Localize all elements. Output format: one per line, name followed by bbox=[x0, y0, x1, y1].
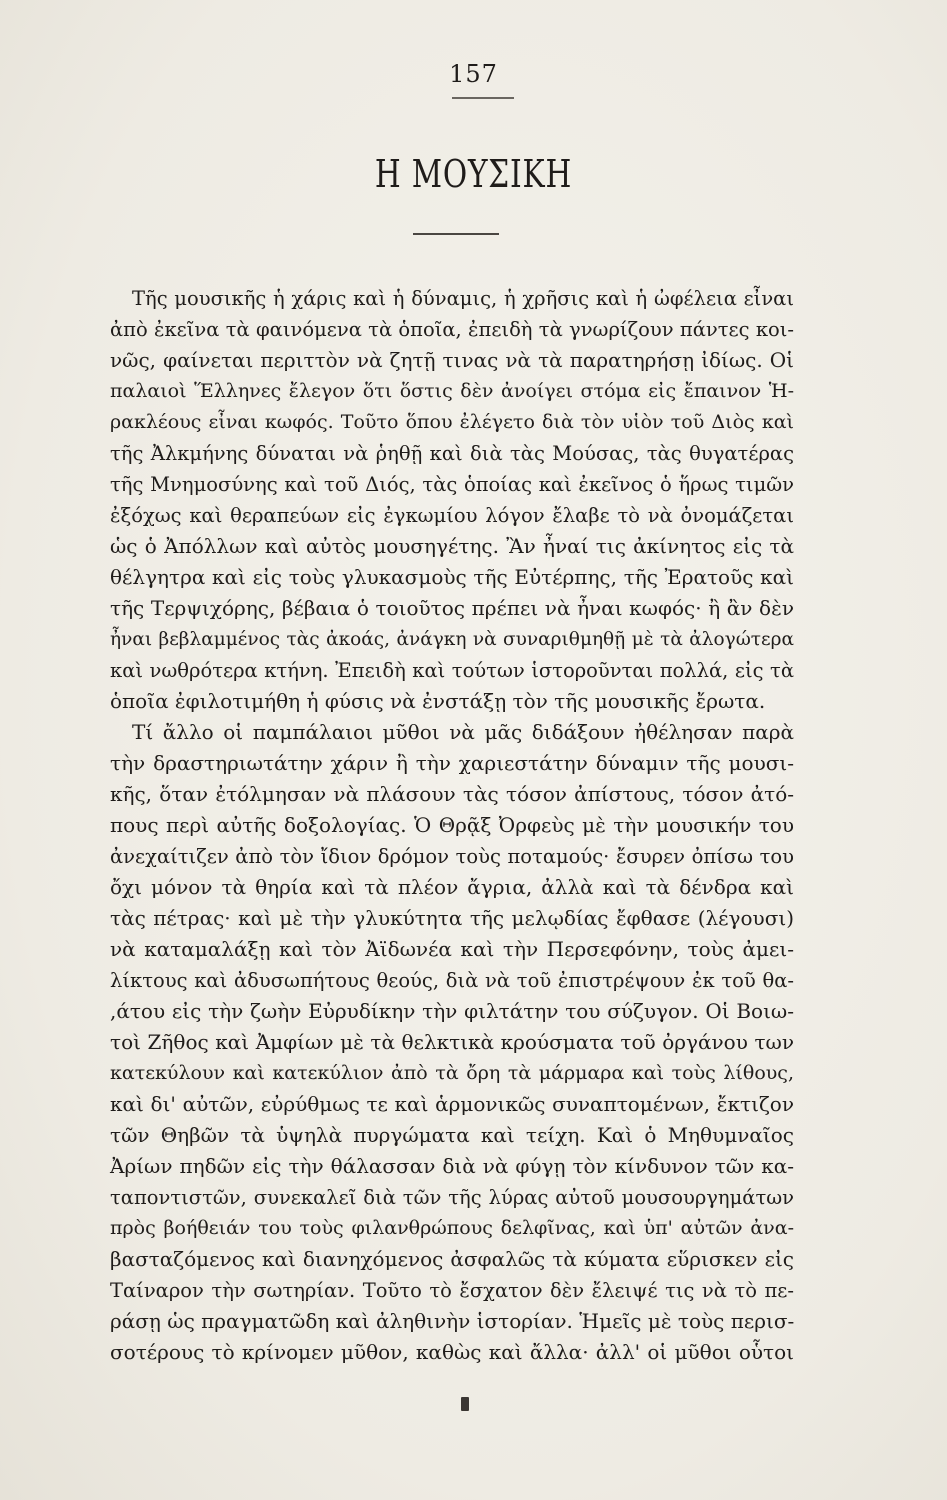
text-line: τῆς Μνημοσύνης καὶ τοῦ Διός, τὰς ὁποίας καὶ ἐκεῖνος ὁ ἥρως τιμῶν bbox=[110, 473, 794, 496]
text-line: βασταζόμενος καὶ διανηχόμενος ἀσφαλῶς τὰ κύματα εὕρισκεν εἰς bbox=[110, 1247, 794, 1271]
text-line: Ταίναρον τὴν σωτηρίαν. Τοῦτο τὸ ἔσχατον δὲν ἔλειψέ τις νὰ τὸ πε- bbox=[110, 1279, 794, 1302]
text-line: τῆς Τερψιχόρης, βέβαια ὁ τοιοῦτος πρέπει νὰ ἦναι κωφός· ἢ ἂν δὲν bbox=[110, 596, 794, 620]
text-line: τῶν Θηβῶν τὰ ὑψηλὰ πυργώματα καὶ τείχη. Καὶ ὁ Μηθυμναῖος bbox=[110, 1123, 794, 1147]
text-line: κατεκύλουν καὶ κατεκύλιον ἀπὸ τὰ ὄρη τὰ μάρμαρα καὶ τοὺς λίθους, bbox=[110, 1062, 794, 1084]
page-number: 157 bbox=[449, 60, 498, 88]
text-line: παλαιοὶ Ἕλληνες ἔλεγον ὅτι ὅστις δὲν ἀνοίγει στόμα εἰς ἔπαινον Ἡ- bbox=[110, 380, 794, 402]
text-line: πους περὶ αὐτῆς δοξολογίας. Ὁ Θρᾷξ Ὀρφεὺς μὲ τὴν μουσικήν του bbox=[110, 813, 794, 837]
text-line: ,άτου εἰς τὴν ζωὴν Εὐρυδίκην τὴν φιλτάτην του σύζυγον. Οἱ Βοιω- bbox=[110, 999, 794, 1023]
text-line: ράσῃ ὡς πραγματῶδη καὶ ἀληθινὴν ἱστορίαν. Ἡμεῖς μὲ τοὺς περισ- bbox=[110, 1309, 795, 1333]
text-line: Τῆς μουσικῆς ἡ χάρις καὶ ἡ δύναμις, ἡ χρῆσις καὶ ἡ ὠφέλεια εἶναι bbox=[132, 287, 794, 310]
text-line: ταποντιστῶν, συνεκαλεῖ διὰ τῶν τῆς λύρας αὐτοῦ μουσουργημάτων bbox=[110, 1186, 794, 1209]
text-line: νῶς, φαίνεται περιττὸν νὰ ζητῇ τινας νὰ τὰ παρατηρήσῃ ἰδίως. Οἱ bbox=[110, 348, 794, 372]
text-line: τῆς Ἀλκμήνης δύναται νὰ ῥηθῇ καὶ διὰ τὰς Μούσας, τὰς θυγατέρας bbox=[110, 442, 794, 465]
text-line: Τί ἄλλο οἱ παμπάλαιοι μῦθοι νὰ μᾶς διδάξουν ἠθέλησαν παρὰ bbox=[132, 720, 794, 744]
text-line: ἦναι βεβλαμμένος τὰς ἀκοάς, ἀνάγκη νὰ συναριθμηθῇ μὲ τὰ ἀλογώτερα bbox=[110, 629, 794, 650]
text-line: ἐξόχως καὶ θεραπεύων εἰς ἐγκωμίου λόγον ἔλαβε τὸ νὰ ὀνομάζεται bbox=[110, 504, 794, 527]
text-line: τὴν δραστηριωτάτην χάριν ἢ τὴν χαριεστάτην δύναμιν τῆς μουσι- bbox=[110, 751, 794, 775]
printer-mark bbox=[461, 1397, 469, 1411]
text-line: καὶ νωθρότερα κτήνη. Ἐπειδὴ καὶ τούτων ἱστοροῦνται πολλά, εἰς τὰ bbox=[110, 659, 794, 682]
text-line: ἀνεχαίτιζεν ἀπὸ τὸν ἴδιον δρόμον τοὺς ποταμούς· ἔσυρεν ὀπίσω του bbox=[110, 845, 794, 868]
text-line: καὶ δι' αὐτῶν, εὐρύθμως τε καὶ ἁρμονικῶς συναπτομένων, ἔκτιζον bbox=[110, 1092, 794, 1116]
text-line: νὰ καταμαλάξῃ καὶ τὸν Ἀϊδωνέα καὶ τὴν Περσεφόνην, τοὺς ἀμει- bbox=[110, 937, 794, 961]
text-line: ὡς ὁ Ἀπόλλων καὶ αὐτὸς μουσηγέτης. Ἂν ἦναί τις ἀκίνητος εἰς τὰ bbox=[110, 534, 794, 558]
text-line: ἀπὸ ἐκεῖνα τὰ φαινόμενα τὰ ὁποῖα, ἐπειδὴ τὰ γνωρίζουν πάντες κοι- bbox=[110, 318, 794, 341]
text-line: θέλγητρα καὶ εἰς τοὺς γλυκασμοὺς τῆς Εὐτέρπης, τῆς Ἐρατοῦς καὶ bbox=[110, 565, 794, 589]
page-number-underline bbox=[452, 97, 514, 99]
chapter-title: Η ΜΟΥΣΙΚΗ bbox=[374, 152, 573, 196]
text-line: λίκτους καὶ ἀδυσωπήτους θεούς, διὰ νὰ τοῦ ἐπιστρέψουν ἐκ τοῦ θα- bbox=[110, 969, 794, 992]
text-line: Ἀρίων πηδῶν εἰς τὴν θάλασσαν διὰ νὰ φύγῃ τὸν κίνδυνον τῶν κα- bbox=[110, 1154, 794, 1178]
text-line: ρακλέους εἶναι κωφός. Τοῦτο ὅπου ἐλέγετο διὰ τὸν υἱὸν τοῦ Διὸς καὶ bbox=[110, 411, 794, 433]
text-line: τὰς πέτρας· καὶ μὲ τὴν γλυκύτητα τῆς μελῳδίας ἔφθασε (λέγουσι) bbox=[110, 906, 794, 930]
text-line: ὁποῖα ἐφιλοτιμήθη ἡ φύσις νὰ ἐνστάξῃ τὸν τῆς μουσικῆς ἔρωτα. bbox=[110, 689, 766, 713]
body-text bbox=[110, 283, 794, 1368]
text-line: πρὸς βοήθειάν του τοὺς φιλανθρώπους δελφῖνας, καὶ ὑπ' αὐτῶν ἀνα- bbox=[110, 1217, 794, 1239]
text-line: κῆς, ὅταν ἐτόλμησαν νὰ πλάσουν τὰς τόσον ἀπίστους, τόσον ἀτό- bbox=[110, 782, 794, 806]
title-divider bbox=[413, 233, 499, 235]
text-line: ὄχι μόνον τὰ θηρία καὶ τὰ πλέον ἄγρια, ἀλλὰ καὶ τὰ δένδρα καὶ bbox=[110, 875, 794, 899]
text-line: τοὶ Ζῆθος καὶ Ἀμφίων μὲ τὰ θελκτικὰ κρούσματα τοῦ ὀργάνου των bbox=[110, 1030, 794, 1054]
text-line: σοτέρους τὸ κρίνομεν μῦθον, καθὼς καὶ ἄλλα· ἀλλ' οἱ μῦθοι οὗτοι bbox=[110, 1340, 794, 1364]
